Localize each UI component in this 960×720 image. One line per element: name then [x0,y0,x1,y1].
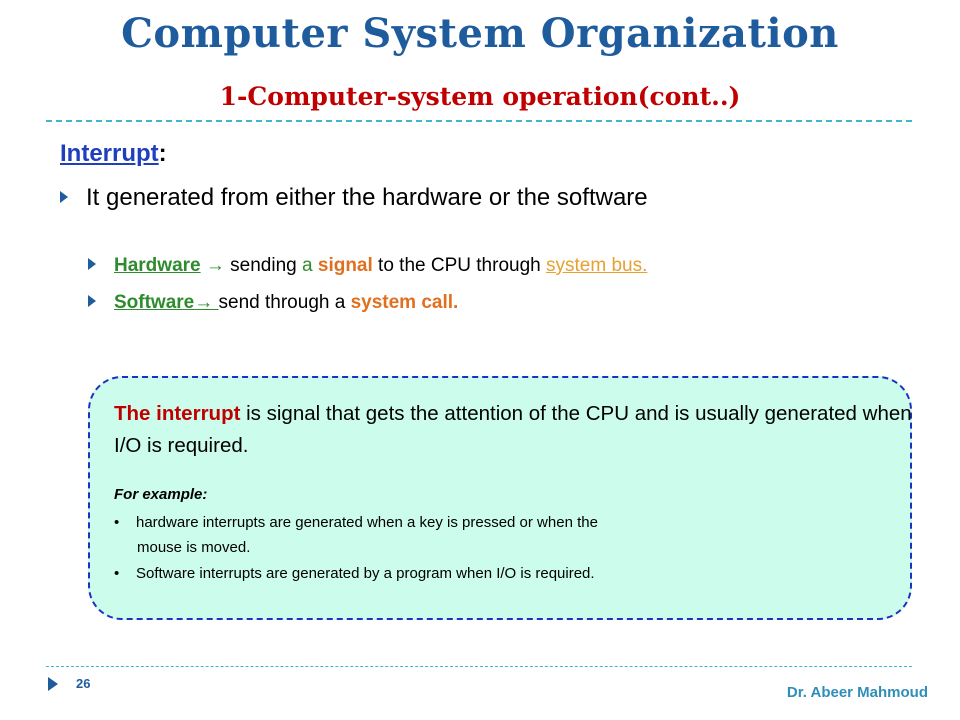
hardware-text-a: a [302,255,318,276]
main-bullet [60,184,648,212]
top-divider [46,120,912,122]
page-number: 26 [76,676,91,691]
bullet-dot-icon: • [114,565,120,582]
right-arrow-icon: → [194,292,219,313]
system-call-highlight: system call. [350,292,459,313]
slide-subtitle: 1-Computer-system operation(cont..) [219,82,741,111]
page-marker-icon [48,677,58,691]
main-bullet-text: It generated from either the hardware or the software [86,184,648,211]
bullet-triangle-icon [60,191,68,203]
software-text-1: send through a [218,292,351,313]
bullet-triangle-icon [88,258,96,270]
hardware-text-2: to the CPU through [372,255,546,276]
example-text: Software interrupts are generated by a program when I/O is required. [136,565,595,582]
system-bus-link[interactable]: system bus. [546,255,648,276]
interrupt-link[interactable]: Interrupt [60,140,159,167]
section-colon: : [158,140,167,167]
signal-highlight: signal [317,255,373,276]
callout-body: is signal that gets the attention of the CPU and is usually generated when I/O is required. [114,402,912,457]
example-item-continuation [137,539,250,556]
hardware-text-1: sending [224,255,303,276]
author-name: Dr. Abeer Mahmoud [786,684,928,701]
callout-definition [114,398,914,462]
right-arrow-icon: → [200,255,225,276]
example-text: hardware interrupts are generated when a key is pressed or when the [136,514,598,531]
example-item [114,514,598,531]
callout-lead: The interrupt [114,402,241,425]
definition-callout [88,376,912,620]
bottom-divider [46,666,912,667]
sub-bullet-hardware [88,255,647,277]
software-term: Software [114,292,195,313]
section-heading [60,140,167,168]
hardware-term: Hardware [114,255,201,276]
slide-title: Computer System Organization [121,10,839,57]
sub-bullet-software [88,292,458,314]
bullet-dot-icon: • [114,514,120,531]
bullet-triangle-icon [88,295,96,307]
example-text: mouse is moved. [137,539,251,556]
example-item [114,565,595,582]
example-heading: For example: [114,486,208,503]
